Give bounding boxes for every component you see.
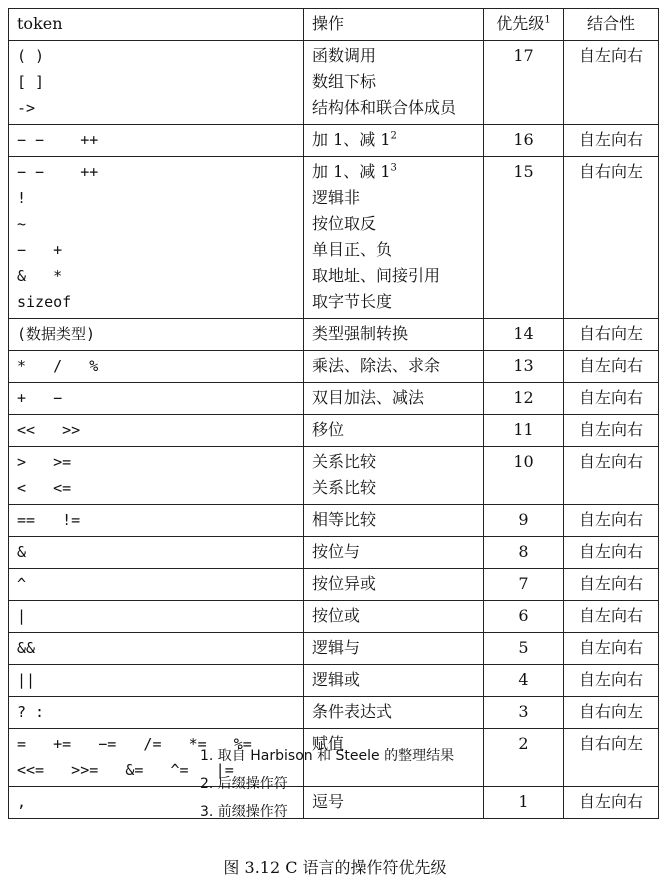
table-row [9,351,659,383]
token-cell [9,505,304,537]
operation-text [312,211,475,237]
associativity-cell: 自左向右 [564,447,659,505]
token-text: ( ) [17,47,45,65]
operation-text [312,43,475,69]
token-text: << >> [17,421,81,439]
operation-text [312,237,475,263]
token-cell [9,319,304,351]
associativity-cell: 自左向右 [564,665,659,697]
token-cell [9,415,304,447]
token-cell [9,125,304,157]
token-text: -> [17,99,36,117]
token-text: − − ++ [17,163,99,181]
header-operation: 操作 [304,9,484,41]
operation-label: 加 1、减 1 [312,130,391,149]
token-text: | [17,607,27,625]
operation-text [312,127,475,153]
operation-label: 相等比较 [312,510,377,529]
operation-text [312,699,475,725]
operation-text [312,353,475,379]
token-text: <<= >>= &= ^= |= [17,761,234,779]
operation-text [312,417,475,443]
associativity-cell: 自左向右 [564,351,659,383]
figure-caption: 图 3.12 C 语言的操作符优先级 [223,858,447,877]
table-row [9,447,659,505]
priority-cell: 15 [484,157,564,319]
associativity-cell: 自左向右 [564,569,659,601]
operation-label: 加 1、减 1 [312,162,391,181]
operation-cell [304,505,484,537]
operation-label: 条件表达式 [312,702,393,721]
token-cell [9,351,304,383]
operation-text [312,539,475,565]
header-associativity: 结合性 [564,9,659,41]
operation-label: 类型强制转换 [312,324,409,343]
token-text: − + [17,241,63,259]
header-priority [484,9,564,41]
operator-precedence-table [8,8,659,819]
operation-label: 按位取反 [312,214,377,233]
priority-cell: 4 [484,665,564,697]
table-row [9,415,659,447]
associativity-cell: 自左向右 [564,415,659,447]
token-text: sizeof [17,293,72,311]
associativity-cell: 自左向右 [564,505,659,537]
operation-cell [304,665,484,697]
operation-label: 赋值 [312,734,345,753]
operation-cell [304,415,484,447]
table-header-row [9,9,659,41]
priority-cell: 17 [484,41,564,125]
header-token: token [9,9,304,41]
priority-cell: 5 [484,633,564,665]
operation-text [312,667,475,693]
token-text: (数据类型) [17,325,96,343]
operation-text [312,69,475,95]
token-text: * / % [17,357,99,375]
priority-cell: 9 [484,505,564,537]
token-text: && [17,639,36,657]
footnote-2: 2. 后缀操作符 [200,776,288,792]
operation-label: 取字节长度 [312,292,393,311]
footnote-ref: 3 [390,162,397,174]
priority-cell: 16 [484,125,564,157]
operation-text [312,95,475,121]
table-row [9,665,659,697]
table-row [9,601,659,633]
operation-cell [304,633,484,665]
token-cell [9,383,304,415]
token-cell [9,633,304,665]
associativity-cell: 自左向右 [564,601,659,633]
priority-cell: 2 [484,729,564,787]
priority-cell: 10 [484,447,564,505]
operation-text [312,635,475,661]
footnote-1: 1. 取自 Harbison 和 Steele 的整理结果 [200,748,455,764]
associativity-cell: 自左向右 [564,633,659,665]
associativity-cell: 自左向右 [564,787,659,819]
operation-text [312,263,475,289]
associativity-cell: 自右向左 [564,697,659,729]
token-text: & * [17,267,63,285]
priority-cell: 3 [484,697,564,729]
footnote-ref-1: 1 [544,14,551,26]
token-text: ! [17,189,27,207]
operation-cell [304,569,484,601]
token-text: < <= [17,479,72,497]
operation-cell [304,157,484,319]
operation-cell [304,447,484,505]
associativity-cell: 自右向左 [564,319,659,351]
operation-label: 数组下标 [312,72,377,91]
operation-cell [304,383,484,415]
token-text: + − [17,389,63,407]
token-text: = += −= /= *= %= [17,735,252,753]
token-text: − − ++ [17,131,99,149]
table-row [9,633,659,665]
priority-cell: 13 [484,351,564,383]
token-text: ~ [17,215,27,233]
operation-cell [304,41,484,125]
associativity-cell: 自左向右 [564,383,659,415]
table-row [9,41,659,125]
priority-cell: 14 [484,319,564,351]
table-row [9,157,659,319]
operation-text [312,507,475,533]
operation-text [312,449,475,475]
token-text: & [17,543,27,561]
token-cell [9,157,304,319]
token-cell [9,665,304,697]
table-row [9,537,659,569]
operation-label: 逻辑非 [312,188,361,207]
operation-text [312,159,475,185]
footnote-3: 3. 前缀操作符 [200,804,288,820]
operation-cell [304,319,484,351]
token-text: [ ] [17,73,45,91]
operation-label: 按位异或 [312,574,377,593]
token-cell [9,569,304,601]
associativity-cell: 自右向左 [564,729,659,787]
token-cell [9,447,304,505]
priority-cell: 7 [484,569,564,601]
token-cell [9,41,304,125]
token-cell [9,601,304,633]
token-text: ? : [17,703,45,721]
token-text: , [17,793,27,811]
table-row [9,125,659,157]
footnote-ref: 2 [390,130,397,142]
operation-label: 关系比较 [312,478,377,497]
token-text: ^ [17,575,27,593]
operation-text [312,185,475,211]
operation-label: 逻辑与 [312,638,361,657]
table-row [9,505,659,537]
operation-text [312,571,475,597]
token-text: > >= [17,453,72,471]
operation-text [312,603,475,629]
operation-text [312,385,475,411]
token-cell [9,537,304,569]
associativity-cell: 自左向右 [564,125,659,157]
header-priority-label: 优先级 [496,14,545,33]
table-row [9,383,659,415]
operation-label: 取地址、间接引用 [312,266,441,285]
operation-label: 按位或 [312,606,361,625]
priority-cell: 6 [484,601,564,633]
table-row [9,697,659,729]
priority-cell: 1 [484,787,564,819]
operation-text [312,475,475,501]
operation-cell [304,697,484,729]
operation-text [312,289,475,315]
priority-cell: 12 [484,383,564,415]
token-text: || [17,671,36,689]
operation-label: 按位与 [312,542,361,561]
operation-label: 双目加法、减法 [312,388,425,407]
operation-text [312,321,475,347]
operation-label: 乘法、除法、求余 [312,356,441,375]
token-cell [9,697,304,729]
table-row [9,319,659,351]
operation-cell [304,351,484,383]
associativity-cell: 自左向右 [564,537,659,569]
associativity-cell: 自左向右 [564,41,659,125]
footnotes [200,742,454,826]
table-row [9,569,659,601]
priority-cell: 8 [484,537,564,569]
operation-cell [304,601,484,633]
operation-label: 关系比较 [312,452,377,471]
token-text: == != [17,511,81,529]
operation-label: 单目正、负 [312,240,393,259]
operation-label: 逗号 [312,792,345,811]
operation-cell [304,537,484,569]
operation-label: 移位 [312,420,345,439]
operation-cell [304,125,484,157]
priority-cell: 11 [484,415,564,447]
operation-label: 逻辑或 [312,670,361,689]
operation-label: 结构体和联合体成员 [312,98,457,117]
associativity-cell: 自右向左 [564,157,659,319]
operation-label: 函数调用 [312,46,377,65]
